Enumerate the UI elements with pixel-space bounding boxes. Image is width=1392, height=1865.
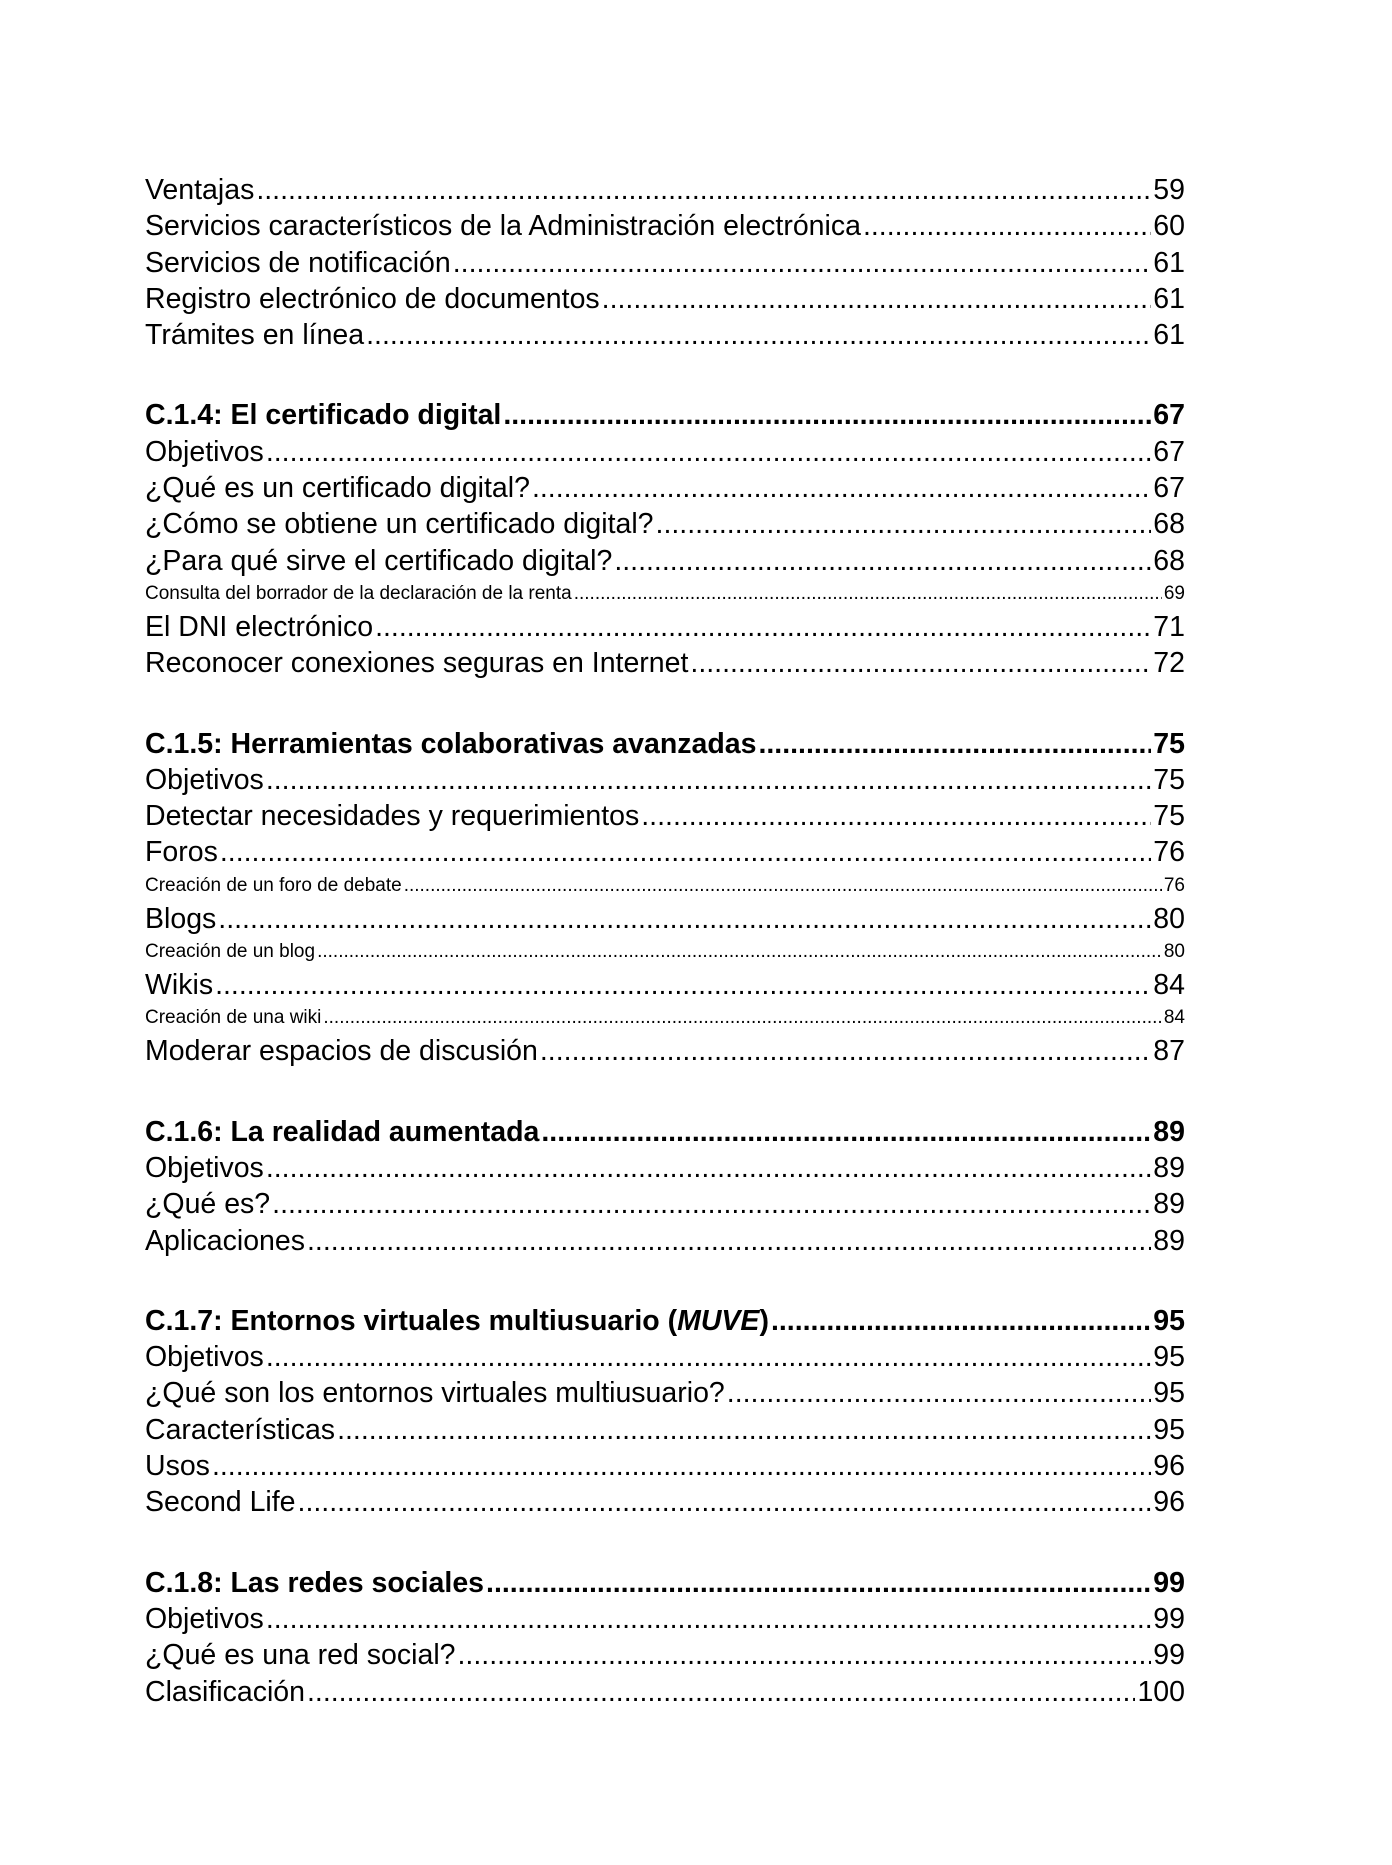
toc-entry xyxy=(145,172,1185,208)
toc-page-number: 80 xyxy=(1153,902,1185,935)
dot-leader xyxy=(266,1601,1151,1637)
toc-entry xyxy=(145,208,1185,244)
toc-entry xyxy=(145,901,1185,937)
toc-entry-title-text: ¿Qué es? xyxy=(145,1188,271,1221)
toc-entry xyxy=(145,579,1185,609)
toc-entry-title xyxy=(145,1674,305,1710)
toc-entry xyxy=(145,543,1185,579)
toc-page-number: 71 xyxy=(1153,610,1185,643)
toc-entry-title-text: Consulta del borrador de la declaración de la renta xyxy=(145,582,572,604)
toc-entry-title xyxy=(145,579,572,609)
dot-leader xyxy=(298,1484,1152,1520)
toc-page-number: 75 xyxy=(1153,800,1185,833)
toc-page-number: 99 xyxy=(1153,1639,1185,1672)
dot-leader xyxy=(656,506,1152,542)
toc-section xyxy=(145,1303,1185,1521)
toc-entry-title xyxy=(145,208,861,244)
toc-page-number: 89 xyxy=(1153,1151,1185,1184)
dot-leader xyxy=(404,871,1162,901)
toc-entry-title-text: Ventajas xyxy=(145,174,255,206)
toc-entry-title xyxy=(145,1186,270,1222)
toc-entry xyxy=(145,434,1185,470)
toc-section xyxy=(145,726,1185,1070)
dot-leader xyxy=(256,172,1151,208)
toc-page-number: 67 xyxy=(1153,472,1185,505)
toc-entry xyxy=(145,645,1185,681)
dot-leader xyxy=(690,645,1151,681)
dot-leader xyxy=(503,397,1151,433)
toc-entry-title-text: Servicios característicos de la Administración electrónica xyxy=(145,210,861,243)
toc-entry-title xyxy=(145,434,264,470)
toc-page-number: 100 xyxy=(1137,1675,1185,1708)
toc-entry xyxy=(145,470,1185,506)
dot-leader xyxy=(602,281,1152,317)
toc-entry-title xyxy=(145,1412,335,1448)
toc-page-number: 75 xyxy=(1153,727,1185,760)
dot-leader xyxy=(323,1003,1161,1033)
toc-entry xyxy=(145,1448,1185,1484)
toc-entry-title xyxy=(145,1223,305,1259)
toc-entry-title xyxy=(145,645,688,681)
toc-entry-title-text: C.1.5: Herramientas colaborativas avanzadas xyxy=(145,727,757,760)
toc-entry xyxy=(145,281,1185,317)
toc-page-number: 76 xyxy=(1153,836,1185,869)
toc-page-number: 76 xyxy=(1163,874,1185,896)
toc-page-number: 75 xyxy=(1153,763,1185,796)
toc-entry-title xyxy=(145,1375,725,1411)
toc-entry-title xyxy=(145,1637,456,1673)
toc-entry-title-text: Blogs xyxy=(145,902,217,935)
toc-entry-title-text: Registro electrónico de documentos xyxy=(145,282,600,315)
toc-entry xyxy=(145,967,1185,1003)
toc-entry-title-text: Objetivos xyxy=(145,435,264,468)
toc-page-number: 95 xyxy=(1153,1304,1185,1337)
toc-page-number: 61 xyxy=(1153,282,1185,315)
toc-entry xyxy=(145,1003,1185,1033)
toc-page-number: 95 xyxy=(1153,1413,1185,1446)
toc-entry-title xyxy=(145,967,213,1003)
dot-leader xyxy=(366,317,1151,353)
toc-entry xyxy=(145,1637,1185,1673)
toc-page-number: 96 xyxy=(1153,1486,1185,1519)
dot-leader xyxy=(212,1448,1151,1484)
toc-page-number: 99 xyxy=(1153,1566,1185,1599)
toc-entry xyxy=(145,317,1185,353)
toc-entry-title-text: Moderar espacios de discusión xyxy=(145,1035,538,1068)
dot-leader xyxy=(863,208,1151,244)
toc-entry-title-text: Reconocer conexiones seguras en Internet xyxy=(145,647,689,680)
toc-entry-title-text: ¿Cómo se obtiene un certificado digital? xyxy=(145,508,654,541)
toc-entry xyxy=(145,506,1185,542)
toc-entry-title-text: Objetivos xyxy=(145,1602,264,1635)
toc-entry xyxy=(145,1484,1185,1520)
toc-entry xyxy=(145,1412,1185,1448)
toc-page-number: 95 xyxy=(1153,1341,1185,1374)
toc-page-number: 89 xyxy=(1153,1188,1185,1221)
toc-entry-title-text: ¿Qué es un certificado digital? xyxy=(145,472,530,505)
toc-entry-title-text: Wikis xyxy=(145,969,214,1002)
toc-page-number: 84 xyxy=(1153,969,1185,1002)
dot-leader xyxy=(317,937,1162,967)
toc-page-number: 60 xyxy=(1153,210,1185,243)
toc-entry-title-text: ¿Qué es una red social? xyxy=(145,1639,456,1672)
dot-leader xyxy=(266,1339,1151,1375)
toc-page-number: 67 xyxy=(1153,399,1185,432)
toc-entry-title xyxy=(145,798,639,834)
toc-entry-title xyxy=(145,609,373,645)
toc-entry-title-text: Clasificación xyxy=(145,1675,305,1708)
toc-entry-title-italic: MUVE xyxy=(677,1304,760,1337)
toc-entry xyxy=(145,1033,1185,1069)
dot-leader xyxy=(727,1375,1152,1411)
toc-section xyxy=(145,1114,1185,1259)
dot-leader xyxy=(218,901,1151,937)
toc-entry-title-text: Objetivos xyxy=(145,1151,264,1184)
toc-entry-title-text: Creación de una wiki xyxy=(145,1007,322,1029)
toc-page-number: 87 xyxy=(1153,1035,1185,1068)
toc-entry-title-text: Foros xyxy=(145,836,218,869)
toc-entry-title-text: Servicios de notificación xyxy=(145,246,451,279)
toc-entry-title-text: Objetivos xyxy=(145,763,264,796)
dot-leader xyxy=(337,1412,1151,1448)
dot-leader xyxy=(272,1186,1151,1222)
dot-leader xyxy=(215,967,1151,1003)
toc-page-number: 67 xyxy=(1153,435,1185,468)
table-of-contents xyxy=(145,172,1185,1754)
toc-chapter-entry xyxy=(145,1565,1185,1601)
dot-leader xyxy=(266,762,1151,798)
dot-leader xyxy=(307,1674,1135,1710)
toc-entry-title-text: C.1.7: Entornos virtuales multiusuario ( xyxy=(145,1304,678,1337)
dot-leader xyxy=(540,1033,1151,1069)
toc-page-number: 99 xyxy=(1153,1602,1185,1635)
toc-entry-title-text: Aplicaciones xyxy=(145,1224,306,1257)
toc-page-number: 89 xyxy=(1153,1224,1185,1257)
toc-entry-title-text: Objetivos xyxy=(145,1341,264,1374)
toc-entry-title xyxy=(145,281,600,317)
toc-entry-title-text: Usos xyxy=(145,1450,210,1483)
toc-entry xyxy=(145,1674,1185,1710)
toc-entry xyxy=(145,609,1185,645)
dot-leader xyxy=(220,834,1151,870)
toc-entry-title-text: C.1.6: La realidad aumentada xyxy=(145,1115,540,1148)
dot-leader xyxy=(266,434,1151,470)
toc-entry-title xyxy=(145,726,756,762)
toc-entry xyxy=(145,871,1185,901)
toc-page-number: 59 xyxy=(1153,174,1185,206)
toc-entry-title-text: Creación de un blog xyxy=(145,941,316,963)
toc-entry-title xyxy=(145,1484,296,1520)
toc-entry-title-suffix: ) xyxy=(759,1304,769,1337)
toc-entry-title xyxy=(145,871,402,901)
toc-page-number: 89 xyxy=(1153,1115,1185,1148)
toc-entry-title-text: Trámites en línea xyxy=(145,319,365,352)
toc-page-number: 68 xyxy=(1153,508,1185,541)
toc-chapter-entry xyxy=(145,726,1185,762)
toc-entry-title xyxy=(145,1150,264,1186)
toc-section xyxy=(145,397,1185,681)
toc-entry-title xyxy=(145,901,216,937)
toc-entry xyxy=(145,1339,1185,1375)
toc-entry xyxy=(145,1223,1185,1259)
toc-entry-title-text: Second Life xyxy=(145,1486,296,1519)
toc-entry-title xyxy=(145,937,315,967)
toc-entry-title-text: Detectar necesidades y requerimientos xyxy=(145,800,640,833)
dot-leader xyxy=(641,798,1151,834)
toc-chapter-entry xyxy=(145,1303,1185,1339)
toc-entry-title xyxy=(145,317,364,353)
dot-leader xyxy=(532,470,1151,506)
toc-entry-title xyxy=(145,172,254,208)
toc-entry-title xyxy=(145,245,451,281)
toc-entry-title xyxy=(145,1033,538,1069)
dot-leader xyxy=(486,1565,1151,1601)
toc-entry-title-text: Creación de un foro de debate xyxy=(145,874,402,896)
toc-page-number: 72 xyxy=(1153,647,1185,680)
toc-entry-title-text: C.1.4: El certificado digital xyxy=(145,399,502,432)
toc-section xyxy=(145,172,1185,353)
toc-entry-title xyxy=(145,1601,264,1637)
toc-entry-title-text: C.1.8: Las redes sociales xyxy=(145,1566,485,1599)
toc-entry-title xyxy=(145,1565,484,1601)
toc-entry-title xyxy=(145,1303,769,1339)
toc-entry-title xyxy=(145,470,530,506)
toc-entry-title-text: El DNI electrónico xyxy=(145,610,374,643)
toc-entry xyxy=(145,937,1185,967)
dot-leader xyxy=(574,579,1162,609)
toc-page-number: 95 xyxy=(1153,1377,1185,1410)
toc-section xyxy=(145,1565,1185,1710)
dot-leader xyxy=(758,726,1151,762)
toc-page-number: 96 xyxy=(1153,1450,1185,1483)
toc-entry xyxy=(145,1375,1185,1411)
dot-leader xyxy=(458,1637,1152,1673)
toc-entry xyxy=(145,1150,1185,1186)
dot-leader xyxy=(266,1150,1151,1186)
dot-leader xyxy=(541,1114,1151,1150)
toc-entry-title xyxy=(145,506,654,542)
toc-page-number: 69 xyxy=(1163,582,1185,604)
dot-leader xyxy=(614,543,1151,579)
toc-entry-title xyxy=(145,1339,264,1375)
dot-leader xyxy=(307,1223,1151,1259)
toc-entry xyxy=(145,798,1185,834)
dot-leader xyxy=(453,245,1152,281)
toc-entry xyxy=(145,245,1185,281)
toc-entry-title xyxy=(145,1114,539,1150)
toc-entry-title xyxy=(145,834,218,870)
toc-entry-title-text: Características xyxy=(145,1413,336,1446)
toc-entry-title xyxy=(145,1003,321,1033)
dot-leader xyxy=(771,1303,1151,1339)
toc-entry xyxy=(145,1601,1185,1637)
toc-entry-title xyxy=(145,1448,210,1484)
toc-page-number: 80 xyxy=(1163,941,1185,963)
toc-entry xyxy=(145,834,1185,870)
toc-page-number: 61 xyxy=(1153,246,1185,279)
dot-leader xyxy=(375,609,1151,645)
toc-chapter-entry xyxy=(145,1114,1185,1150)
toc-page-number: 61 xyxy=(1153,319,1185,352)
toc-chapter-entry xyxy=(145,397,1185,433)
toc-page-number: 84 xyxy=(1163,1007,1185,1029)
toc-entry-title xyxy=(145,762,264,798)
toc-entry-title xyxy=(145,397,501,433)
toc-entry-title-text: ¿Para qué sirve el certificado digital? xyxy=(145,544,613,577)
toc-entry xyxy=(145,762,1185,798)
toc-page-number: 68 xyxy=(1153,544,1185,577)
toc-entry xyxy=(145,1186,1185,1222)
toc-entry-title-text: ¿Qué son los entornos virtuales multiusuario? xyxy=(145,1377,725,1410)
toc-entry-title xyxy=(145,543,612,579)
